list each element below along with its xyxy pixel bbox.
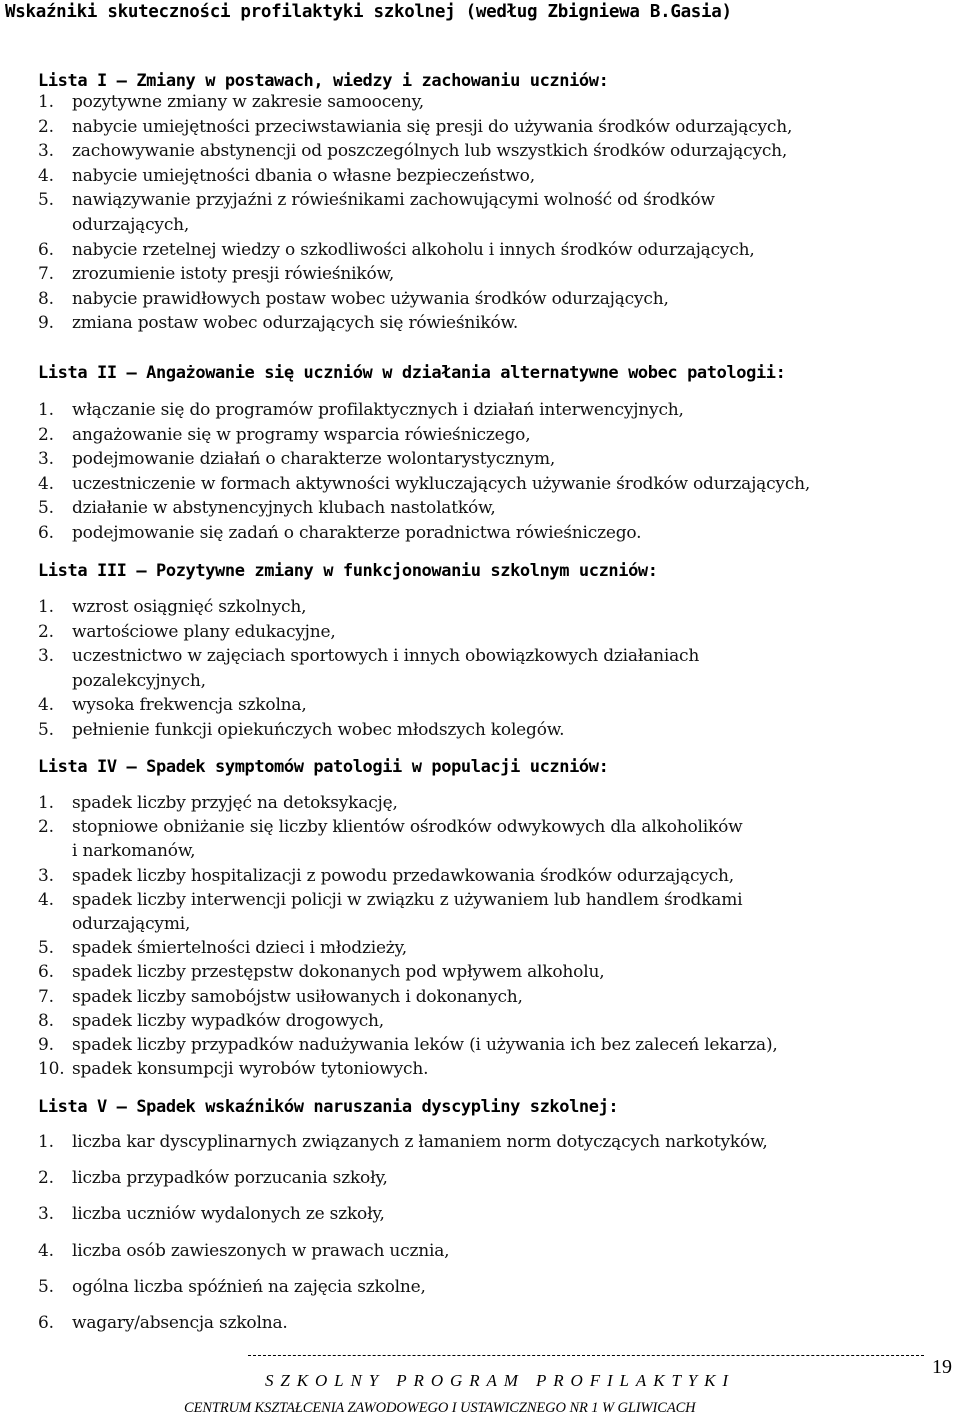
item-text: liczba przypadków porzucania szkoły,: [72, 1168, 388, 1189]
item-text: liczba uczniów wydalonych ze szkoły,: [72, 1204, 385, 1225]
list-1-heading: Lista I – Zmiany w postawach, wiedzy i zachowaniu uczniów:: [38, 71, 609, 91]
item-number: 1.: [38, 400, 54, 420]
item-number: 4.: [38, 473, 54, 494]
item-text: nabycie prawidłowych postaw wobec używania środków odurzających,: [72, 288, 669, 309]
footer-divider: [248, 1355, 924, 1356]
item-number: 1.: [38, 1132, 54, 1152]
list-item: [38, 1166, 958, 1202]
item-text: wartościowe plany edukacyjne,: [72, 621, 336, 642]
item-text: wagary/absencja szkolna.: [72, 1312, 288, 1333]
list-item: [38, 115, 958, 140]
item-number: 5.: [38, 190, 54, 211]
list-item: [38, 620, 958, 645]
item-text: ogólna liczba spóźnień na zajęcia szkolne,: [72, 1276, 426, 1297]
list-item: [38, 1202, 958, 1238]
item-text-continued: odurzających,: [72, 214, 190, 235]
item-number: 3.: [38, 449, 54, 469]
item-text: angażowanie się w programy wsparcia rówieśniczego,: [72, 424, 531, 445]
list-item: [38, 472, 958, 497]
item-number: 1.: [38, 597, 54, 617]
list-item: [38, 521, 958, 546]
item-text: zmiana postaw wobec odurzających się rówieśników.: [72, 313, 519, 334]
item-text: spadek konsumpcji wyrobów tytoniowych.: [72, 1059, 429, 1080]
list-item: [38, 595, 958, 620]
list-item: [38, 693, 958, 718]
list-item: [38, 960, 958, 984]
item-text: zrozumienie istoty presji rówieśników,: [72, 264, 395, 285]
item-number: 6.: [38, 1312, 54, 1333]
item-text: spadek liczby przestępstw dokonanych pod wpływem alkoholu,: [72, 962, 605, 983]
item-text: wysoka frekwencja szkolna,: [72, 695, 307, 715]
item-number: 1.: [38, 92, 54, 112]
list-item: [38, 644, 958, 693]
list-item: [38, 815, 958, 863]
list-item: [38, 888, 958, 936]
item-number: 6.: [38, 239, 54, 260]
item-number: 2.: [38, 817, 54, 838]
item-number: 8.: [38, 1010, 54, 1031]
item-text: pełnienie funkcji opiekuńczych wobec młodszych kolegów.: [72, 719, 565, 740]
list-item: [38, 1239, 958, 1275]
item-text: pozytywne zmiany w zakresie samooceny,: [72, 92, 424, 112]
list-item: [38, 985, 958, 1009]
list-item: [38, 311, 958, 336]
list-item: [38, 238, 958, 263]
item-text: działanie w abstynencyjnych klubach nastolatków,: [72, 498, 496, 518]
item-text: nabycie umiejętności przeciwstawiania się presji do używania środków odurzających,: [72, 116, 793, 137]
item-number: 5.: [38, 719, 54, 740]
list-3-heading: Lista III – Pozytywne zmiany w funkcjonowaniu szkolnym uczniów:: [38, 561, 658, 581]
list-item: [38, 90, 958, 115]
list-5: [38, 1130, 958, 1347]
item-number: 6.: [38, 522, 54, 543]
document-title: Wskaźniki skuteczności profilaktyki szkolnej (według Zbigniewa B.Gasia): [5, 2, 732, 22]
item-number: 2.: [38, 116, 54, 137]
item-text: nawiązywanie przyjaźni z rówieśnikami zachowującymi wolność od środków: [72, 190, 715, 211]
item-text: stopniowe obniżanie się liczby klientów ośrodków odwykowych dla alkoholików: [72, 817, 743, 838]
list-item: [38, 496, 958, 521]
item-number: 1.: [38, 793, 54, 813]
list-2: [38, 398, 958, 545]
item-number: 7.: [38, 986, 54, 1007]
item-text: nabycie rzetelnej wiedzy o szkodliwości alkoholu i innych środków odurzających,: [72, 239, 755, 260]
item-number: 7.: [38, 264, 54, 285]
item-text-continued: odurzającymi,: [72, 913, 191, 934]
item-number: 4.: [38, 1240, 54, 1261]
item-text: uczestniczenie w formach aktywności wykluczających używanie środków odurzających,: [72, 473, 811, 494]
list-item: [38, 936, 958, 960]
item-text: liczba osób zawieszonych w prawach ucznia,: [72, 1240, 450, 1261]
item-text: zachowywanie abstynencji od poszczególnych lub wszystkich środków odurzających,: [72, 141, 788, 162]
item-number: 2.: [38, 621, 54, 642]
list-item: [38, 1130, 958, 1166]
list-item: [38, 287, 958, 312]
list-item: [38, 1033, 958, 1057]
item-number: 6.: [38, 962, 54, 983]
item-number: 5.: [38, 1276, 54, 1297]
item-number: 10.: [38, 1059, 65, 1080]
item-number: 9.: [38, 313, 54, 334]
list-4-heading: Lista IV – Spadek symptomów patologii w populacji uczniów:: [38, 757, 609, 777]
item-text: podejmowanie działań o charakterze wolontarystycznym,: [72, 449, 556, 469]
list-5-heading: Lista V – Spadek wskaźników naruszania dyscypliny szkolnej:: [38, 1097, 619, 1117]
list-4: [38, 791, 958, 1081]
item-text: włączanie się do programów profilaktycznych i działań interwencyjnych,: [72, 400, 684, 420]
item-text-continued: i narkomanów,: [72, 841, 196, 862]
item-text: spadek liczby przyjęć na detoksykację,: [72, 793, 398, 813]
list-item: [38, 1275, 958, 1311]
item-number: 2.: [38, 1168, 54, 1189]
list-item: [38, 1009, 958, 1033]
list-3: [38, 595, 958, 742]
item-number: 9.: [38, 1034, 54, 1055]
item-text: spadek liczby przypadków nadużywania leków (i używania ich bez zaleceń lekarza),: [72, 1034, 778, 1055]
item-number: 4.: [38, 165, 54, 186]
list-2-heading: Lista II – Angażowanie się uczniów w działania alternatywne wobec patologii:: [38, 363, 786, 383]
item-text: nabycie umiejętności dbania o własne bezpieczeństwo,: [72, 165, 535, 186]
list-item: [38, 1311, 958, 1347]
item-text: spadek liczby samobójstw usiłowanych i dokonanych,: [72, 986, 523, 1007]
item-number: 8.: [38, 288, 54, 309]
item-number: 4.: [38, 695, 54, 715]
item-text: liczba kar dyscyplinarnych związanych z łamaniem norm dotyczących narkotyków,: [72, 1132, 768, 1152]
item-text: spadek liczby interwencji policji w związku z używaniem lub handlem środkami: [72, 889, 743, 910]
item-number: 3.: [38, 646, 54, 666]
item-text-continued: pozalekcyjnych,: [72, 670, 206, 691]
footer-program-title: SZKOLNY PROGRAM PROFILAKTYKI: [265, 1371, 735, 1390]
list-item: [38, 139, 958, 164]
list-item: [38, 791, 958, 815]
item-number: 5.: [38, 938, 54, 959]
list-item: [38, 864, 958, 888]
item-number: 4.: [38, 889, 54, 910]
item-number: 3.: [38, 865, 54, 886]
item-text: spadek liczby hospitalizacji z powodu przedawkowania środków odurzających,: [72, 865, 735, 886]
list-item: [38, 188, 958, 237]
item-text: podejmowanie się zadań o charakterze poradnictwa rówieśniczego.: [72, 522, 642, 543]
item-text: spadek śmiertelności dzieci i młodzieży,: [72, 938, 407, 959]
footer-school-name: CENTRUM KSZTAŁCENIA ZAWODOWEGO I USTAWICZNEGO NR 1 W GLIWICACH: [184, 1400, 696, 1416]
list-item: [38, 1057, 958, 1081]
list-item: [38, 447, 958, 472]
list-item: [38, 718, 958, 743]
list-item: [38, 164, 958, 189]
item-text: spadek liczby wypadków drogowych,: [72, 1010, 384, 1031]
item-number: 5.: [38, 498, 54, 518]
list-item: [38, 398, 958, 423]
list-item: [38, 262, 958, 287]
list-item: [38, 423, 958, 448]
item-text: uczestnictwo w zajęciach sportowych i innych obowiązkowych działaniach: [72, 646, 700, 666]
item-number: 3.: [38, 141, 54, 162]
item-number: 2.: [38, 424, 54, 445]
item-number: 3.: [38, 1204, 54, 1225]
page-number: 19: [932, 1356, 952, 1378]
list-1: [38, 90, 958, 336]
item-text: wzrost osiągnięć szkolnych,: [72, 597, 307, 617]
